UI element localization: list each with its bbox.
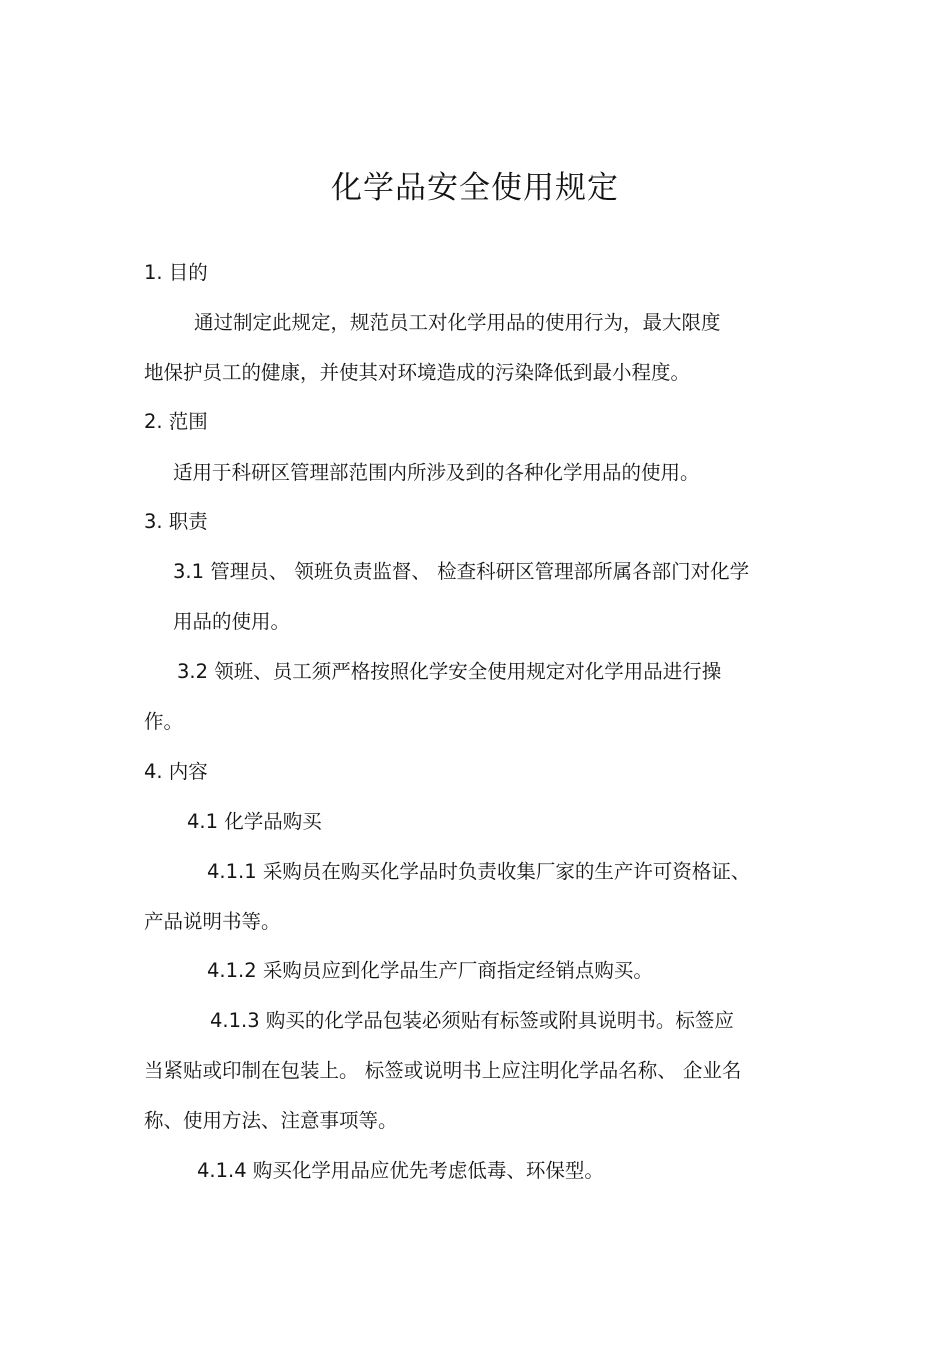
paragraph-line: 当紧贴或印制在包装上。 标签或说明书上应注明化学品名称、 企业名 (144, 1059, 742, 1082)
paragraph-line: 4.1.1 采购员在购买化学品时负责收集厂家的生产许可资格证、 (207, 860, 751, 883)
paragraph-line: 4.1.4 购买化学用品应优先考虑低毒、环保型。 (197, 1159, 604, 1182)
section-4-heading: 4. 内容 (144, 760, 208, 783)
subsection-heading: 4.1 化学品购买 (187, 810, 322, 833)
paragraph-line: 4.1.2 采购员应到化学品生产厂商指定经销点购买。 (207, 959, 653, 982)
paragraph-line: 称、使用方法、注意事项等。 (144, 1109, 398, 1132)
section-3-heading: 3. 职责 (144, 510, 208, 533)
document-title: 化学品安全使用规定 (331, 170, 619, 206)
paragraph-line: 3.1 管理员、 领班负责监督、 检查科研区管理部所属各部门对化学 (173, 560, 750, 583)
paragraph-line: 适用于科研区管理部范围内所涉及到的各种化学用品的使用。 (173, 461, 700, 484)
paragraph-line: 3.2 领班、员工须严格按照化学安全使用规定对化学用品进行操 (177, 660, 722, 683)
paragraph-line: 用品的使用。 (173, 610, 291, 633)
paragraph-line: 4.1.3 购买的化学品包装必须贴有标签或附具说明书。标签应 (210, 1009, 734, 1032)
section-1-heading: 1. 目的 (144, 261, 208, 284)
paragraph-line: 产品说明书等。 (144, 910, 281, 933)
section-2-heading: 2. 范围 (144, 410, 208, 433)
paragraph-line: 通过制定此规定，规范员工对化学用品的使用行为，最大限度 (194, 311, 721, 334)
paragraph-line: 作。 (144, 710, 184, 733)
paragraph-line: 地保护员工的健康，并使其对环境造成的污染降低到最小程度。 (144, 361, 691, 384)
